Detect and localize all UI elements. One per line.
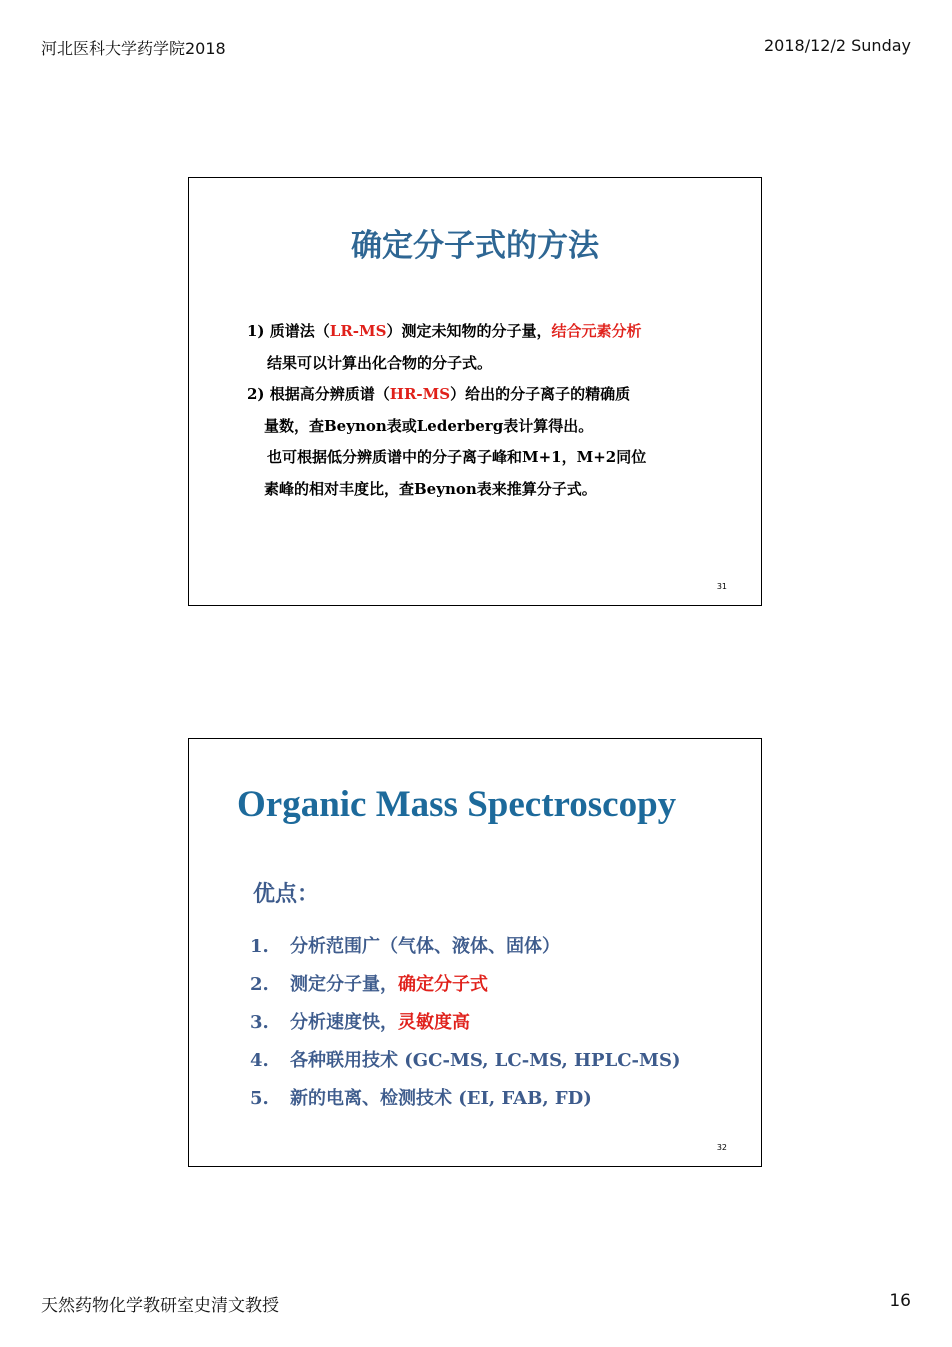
body-line-4: 量数，查Beynon表或Lederberg表计算得出。: [264, 416, 594, 435]
item-number: 2.: [250, 974, 269, 995]
slide-page-number: 32: [716, 1143, 727, 1152]
highlight-term: LR-MS: [329, 322, 387, 340]
body-line-3: [247, 379, 747, 411]
footer-author: 天然药物化学教研室史清文教授: [41, 1296, 279, 1316]
list-item: [250, 1004, 680, 1042]
text-run: 1) 质谱法（: [247, 322, 330, 340]
item-highlight: 确定分子式: [398, 974, 488, 995]
page-number: 16: [889, 1291, 911, 1311]
item-text: 测定分子量，: [290, 974, 398, 995]
item-text: 新的电离、检测技术 (EI, FAB, FD): [290, 1088, 592, 1109]
advantages-list: [250, 928, 680, 1118]
slide-title: 确定分子式的方法: [351, 228, 599, 264]
header-date: 2018/12/2 Sunday: [764, 36, 911, 55]
header-course-label: 河北医科大学药学院2018: [41, 39, 226, 58]
slide-title: Organic Mass Spectroscopy: [237, 784, 677, 825]
body-line-1: [247, 316, 747, 348]
body-line-2: 结果可以计算出化合物的分子式。: [267, 353, 493, 372]
text-run: 2) 根据高分辨质谱（: [247, 385, 390, 403]
item-number: 5.: [250, 1088, 269, 1109]
item-text: 分析速度快，: [290, 1012, 398, 1033]
slide-32: [188, 738, 762, 1167]
text-run: ）给出的分子离子的精确质: [450, 385, 631, 403]
list-item: [250, 1080, 680, 1118]
list-item: [250, 928, 680, 966]
body-line-5: 也可根据低分辨质谱中的分子离子峰和M+1，M+2同位: [267, 448, 647, 466]
slide-body: [247, 316, 747, 505]
highlight-term: HR-MS: [389, 385, 451, 403]
slide-subtitle: 优点：: [253, 881, 320, 907]
item-number: 3.: [250, 1012, 269, 1033]
list-item: [250, 1042, 680, 1080]
item-text: 各种联用技术 (GC-MS, LC-MS, HPLC-MS): [290, 1050, 681, 1071]
body-line-6: 素峰的相对丰度比，查Beynon表来推算分子式。: [264, 479, 597, 498]
item-number: 4.: [250, 1050, 269, 1071]
item-text: 分析范围广（气体、液体、固体）: [290, 936, 560, 957]
item-number: 1.: [250, 936, 269, 957]
item-highlight: 灵敏度高: [398, 1012, 470, 1033]
slide-31: [188, 177, 762, 606]
highlight-term: 结合元素分析: [551, 322, 642, 340]
text-run: ）测定未知物的分子量，: [386, 322, 552, 340]
list-item: [250, 966, 680, 1004]
slide-page-number: 31: [716, 582, 727, 591]
